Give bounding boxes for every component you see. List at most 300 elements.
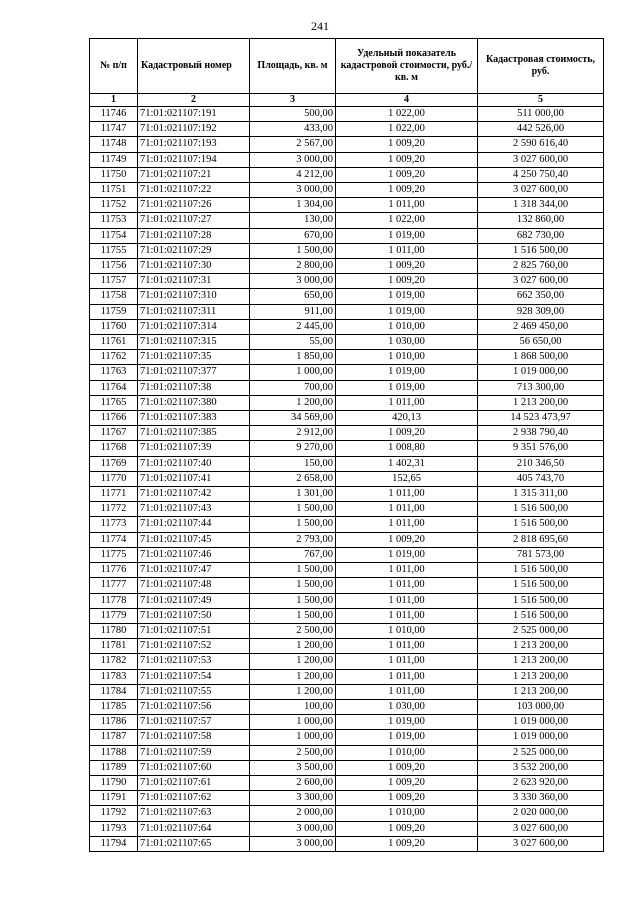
table-row	[90, 259, 604, 274]
cadastral-number-cell: 71:01:021107:54	[138, 669, 250, 684]
row-number-cell: 11750	[90, 167, 138, 182]
unit-value-cell: 1 009,20	[336, 152, 478, 167]
row-number-cell: 11768	[90, 441, 138, 456]
cadastral-number-cell: 71:01:021107:57	[138, 715, 250, 730]
row-number-cell: 11761	[90, 335, 138, 350]
unit-value-cell: 1 011,00	[336, 684, 478, 699]
area-cell: 3 000,00	[250, 821, 336, 836]
area-cell: 3 500,00	[250, 760, 336, 775]
table-row	[90, 274, 604, 289]
area-cell: 4 212,00	[250, 167, 336, 182]
unit-value-cell: 1 009,20	[336, 274, 478, 289]
table-row	[90, 730, 604, 745]
row-number-cell: 11758	[90, 289, 138, 304]
cadastral-value-cell: 1 516 500,00	[478, 502, 604, 517]
header-row-number: № п/п	[90, 39, 138, 94]
cadastral-number-cell: 71:01:021107:64	[138, 821, 250, 836]
cadastral-value-cell: 14 523 473,97	[478, 411, 604, 426]
row-number-cell: 11791	[90, 791, 138, 806]
column-number: 4	[336, 94, 478, 107]
table-row	[90, 137, 604, 152]
table-row	[90, 699, 604, 714]
area-cell: 1 200,00	[250, 639, 336, 654]
row-number-cell: 11747	[90, 122, 138, 137]
cadastral-value-cell: 713 300,00	[478, 380, 604, 395]
area-cell: 3 000,00	[250, 274, 336, 289]
area-cell: 1 500,00	[250, 608, 336, 623]
table-row	[90, 791, 604, 806]
cadastral-value-cell: 1 516 500,00	[478, 608, 604, 623]
unit-value-cell: 1 009,20	[336, 426, 478, 441]
area-cell: 3 000,00	[250, 183, 336, 198]
cadastral-value-cell: 3 027 600,00	[478, 183, 604, 198]
area-cell: 1 500,00	[250, 578, 336, 593]
cadastral-value-cell: 2 818 695,60	[478, 532, 604, 547]
unit-value-cell: 1 009,20	[336, 760, 478, 775]
table-row	[90, 426, 604, 441]
unit-value-cell: 1 011,00	[336, 198, 478, 213]
table-row	[90, 213, 604, 228]
row-number-cell: 11788	[90, 745, 138, 760]
table-row	[90, 806, 604, 821]
area-cell: 55,00	[250, 335, 336, 350]
cadastral-value-cell: 3 330 360,00	[478, 791, 604, 806]
header-area: Площадь, кв. м	[250, 39, 336, 94]
cadastral-value-cell: 210 346,50	[478, 456, 604, 471]
cadastral-number-cell: 71:01:021107:310	[138, 289, 250, 304]
unit-value-cell: 1 010,00	[336, 806, 478, 821]
cadastral-value-cell: 928 309,00	[478, 304, 604, 319]
cadastral-number-cell: 71:01:021107:56	[138, 699, 250, 714]
area-cell: 100,00	[250, 699, 336, 714]
cadastral-value-cell: 442 526,00	[478, 122, 604, 137]
table-row	[90, 319, 604, 334]
area-cell: 2 800,00	[250, 259, 336, 274]
area-cell: 911,00	[250, 304, 336, 319]
cadastral-number-cell: 71:01:021107:35	[138, 350, 250, 365]
unit-value-cell: 1 010,00	[336, 745, 478, 760]
area-cell: 2 793,00	[250, 532, 336, 547]
cadastral-number-cell: 71:01:021107:45	[138, 532, 250, 547]
cadastral-value-cell: 1 213 200,00	[478, 654, 604, 669]
column-number: 1	[90, 94, 138, 107]
unit-value-cell: 1 019,00	[336, 380, 478, 395]
cadastral-value-cell: 3 027 600,00	[478, 836, 604, 851]
area-cell: 34 569,00	[250, 411, 336, 426]
row-number-cell: 11760	[90, 319, 138, 334]
unit-value-cell: 1 011,00	[336, 395, 478, 410]
cadastral-value-cell: 2 525 000,00	[478, 745, 604, 760]
unit-value-cell: 1 402,31	[336, 456, 478, 471]
table-row	[90, 152, 604, 167]
area-cell: 3 000,00	[250, 152, 336, 167]
unit-value-cell: 1 010,00	[336, 350, 478, 365]
unit-value-cell: 1 009,20	[336, 791, 478, 806]
column-number: 2	[138, 94, 250, 107]
cadastral-value-cell: 1 516 500,00	[478, 243, 604, 258]
row-number-cell: 11771	[90, 487, 138, 502]
table-row	[90, 517, 604, 532]
table-row	[90, 198, 604, 213]
cadastral-value-cell: 1 516 500,00	[478, 517, 604, 532]
unit-value-cell: 152,65	[336, 471, 478, 486]
row-number-cell: 11785	[90, 699, 138, 714]
cadastral-value-cell: 682 730,00	[478, 228, 604, 243]
table-row	[90, 228, 604, 243]
table-row	[90, 608, 604, 623]
area-cell: 1 000,00	[250, 365, 336, 380]
row-number-cell: 11776	[90, 563, 138, 578]
header-cadastral-value: Кадастровая стоимость, руб.	[478, 39, 604, 94]
cadastral-value-cell: 1 213 200,00	[478, 669, 604, 684]
cadastral-number-cell: 71:01:021107:58	[138, 730, 250, 745]
cadastral-number-cell: 71:01:021107:51	[138, 623, 250, 638]
table-row	[90, 167, 604, 182]
unit-value-cell: 1 011,00	[336, 639, 478, 654]
unit-value-cell: 1 011,00	[336, 608, 478, 623]
area-cell: 500,00	[250, 107, 336, 122]
unit-value-cell: 420,13	[336, 411, 478, 426]
area-cell: 2 500,00	[250, 623, 336, 638]
cadastral-value-cell: 1 315 311,00	[478, 487, 604, 502]
unit-value-cell: 1 022,00	[336, 122, 478, 137]
row-number-cell: 11757	[90, 274, 138, 289]
cadastral-number-cell: 71:01:021107:47	[138, 563, 250, 578]
table-row	[90, 289, 604, 304]
area-cell: 1 500,00	[250, 593, 336, 608]
cadastral-value-cell: 3 027 600,00	[478, 274, 604, 289]
area-cell: 2 567,00	[250, 137, 336, 152]
row-number-cell: 11780	[90, 623, 138, 638]
header-unit-value: Удельный показатель кадастровой стоимости, руб./кв. м	[336, 39, 478, 94]
cadastral-value-cell: 4 250 750,40	[478, 167, 604, 182]
cadastral-value-cell: 1 516 500,00	[478, 578, 604, 593]
unit-value-cell: 1 011,00	[336, 654, 478, 669]
unit-value-cell: 1 019,00	[336, 547, 478, 562]
table-row	[90, 411, 604, 426]
unit-value-cell: 1 030,00	[336, 335, 478, 350]
area-cell: 2 445,00	[250, 319, 336, 334]
table-row	[90, 578, 604, 593]
cadastral-value-cell: 1 019 000,00	[478, 730, 604, 745]
page-number: 241	[311, 19, 329, 33]
table-row	[90, 183, 604, 198]
unit-value-cell: 1 022,00	[336, 213, 478, 228]
table-row	[90, 122, 604, 137]
unit-value-cell: 1 011,00	[336, 669, 478, 684]
cadastral-value-cell: 781 573,00	[478, 547, 604, 562]
cadastral-value-cell: 1 213 200,00	[478, 639, 604, 654]
table-row	[90, 563, 604, 578]
column-number-row	[90, 94, 604, 107]
cadastral-number-cell: 71:01:021107:65	[138, 836, 250, 851]
row-number-cell: 11763	[90, 365, 138, 380]
table-row	[90, 836, 604, 851]
row-number-cell: 11759	[90, 304, 138, 319]
cadastral-number-cell: 71:01:021107:39	[138, 441, 250, 456]
column-number: 5	[478, 94, 604, 107]
row-number-cell: 11774	[90, 532, 138, 547]
area-cell: 670,00	[250, 228, 336, 243]
table-row	[90, 441, 604, 456]
table-row	[90, 456, 604, 471]
unit-value-cell: 1 009,20	[336, 775, 478, 790]
area-cell: 1 200,00	[250, 669, 336, 684]
cadastral-number-cell: 71:01:021107:29	[138, 243, 250, 258]
cadastral-number-cell: 71:01:021107:38	[138, 380, 250, 395]
row-number-cell: 11775	[90, 547, 138, 562]
row-number-cell: 11749	[90, 152, 138, 167]
area-cell: 130,00	[250, 213, 336, 228]
unit-value-cell: 1 019,00	[336, 715, 478, 730]
unit-value-cell: 1 011,00	[336, 578, 478, 593]
row-number-cell: 11746	[90, 107, 138, 122]
cadastral-number-cell: 71:01:021107:48	[138, 578, 250, 593]
area-cell: 1 304,00	[250, 198, 336, 213]
cadastral-value-cell: 511 000,00	[478, 107, 604, 122]
cadastral-number-cell: 71:01:021107:40	[138, 456, 250, 471]
area-cell: 3 000,00	[250, 836, 336, 851]
row-number-cell: 11783	[90, 669, 138, 684]
area-cell: 2 658,00	[250, 471, 336, 486]
area-cell: 1 500,00	[250, 243, 336, 258]
area-cell: 2 500,00	[250, 745, 336, 760]
cadastral-number-cell: 71:01:021107:385	[138, 426, 250, 441]
area-cell: 2 912,00	[250, 426, 336, 441]
cadastral-value-cell: 56 650,00	[478, 335, 604, 350]
cadastral-number-cell: 71:01:021107:52	[138, 639, 250, 654]
cadastral-value-cell: 3 532 200,00	[478, 760, 604, 775]
unit-value-cell: 1 010,00	[336, 319, 478, 334]
cadastral-value-cell: 2 825 760,00	[478, 259, 604, 274]
cadastral-value-cell: 132 860,00	[478, 213, 604, 228]
area-cell: 433,00	[250, 122, 336, 137]
cadastral-number-cell: 71:01:021107:380	[138, 395, 250, 410]
header-row	[90, 39, 604, 94]
table-row	[90, 532, 604, 547]
unit-value-cell: 1 009,20	[336, 259, 478, 274]
cadastral-value-cell: 1 868 500,00	[478, 350, 604, 365]
table-body	[90, 107, 604, 852]
unit-value-cell: 1 011,00	[336, 593, 478, 608]
cadastral-value-cell: 1 516 500,00	[478, 593, 604, 608]
cadastral-value-cell: 2 938 790,40	[478, 426, 604, 441]
row-number-cell: 11770	[90, 471, 138, 486]
area-cell: 1 500,00	[250, 563, 336, 578]
cadastral-number-cell: 71:01:021107:26	[138, 198, 250, 213]
row-number-cell: 11778	[90, 593, 138, 608]
cadastral-number-cell: 71:01:021107:44	[138, 517, 250, 532]
unit-value-cell: 1 019,00	[336, 365, 478, 380]
table-row	[90, 593, 604, 608]
area-cell: 1 500,00	[250, 517, 336, 532]
table-row	[90, 380, 604, 395]
row-number-cell: 11767	[90, 426, 138, 441]
row-number-cell: 11754	[90, 228, 138, 243]
row-number-cell: 11765	[90, 395, 138, 410]
row-number-cell: 11766	[90, 411, 138, 426]
table-row	[90, 745, 604, 760]
area-cell: 2 000,00	[250, 806, 336, 821]
row-number-cell: 11782	[90, 654, 138, 669]
cadastral-number-cell: 71:01:021107:49	[138, 593, 250, 608]
cadastral-number-cell: 71:01:021107:53	[138, 654, 250, 669]
cadastral-number-cell: 71:01:021107:59	[138, 745, 250, 760]
table-row	[90, 243, 604, 258]
table-row	[90, 304, 604, 319]
cadastral-value-table	[89, 38, 604, 852]
row-number-cell: 11789	[90, 760, 138, 775]
cadastral-number-cell: 71:01:021107:314	[138, 319, 250, 334]
cadastral-number-cell: 71:01:021107:62	[138, 791, 250, 806]
table-row	[90, 487, 604, 502]
cadastral-number-cell: 71:01:021107:383	[138, 411, 250, 426]
table-row	[90, 684, 604, 699]
row-number-cell: 11748	[90, 137, 138, 152]
unit-value-cell: 1 011,00	[336, 502, 478, 517]
cadastral-value-cell: 405 743,70	[478, 471, 604, 486]
row-number-cell: 11784	[90, 684, 138, 699]
cadastral-value-cell: 1 318 344,00	[478, 198, 604, 213]
row-number-cell: 11790	[90, 775, 138, 790]
area-cell: 150,00	[250, 456, 336, 471]
cadastral-value-cell: 1 019 000,00	[478, 365, 604, 380]
unit-value-cell: 1 009,20	[336, 183, 478, 198]
cadastral-number-cell: 71:01:021107:60	[138, 760, 250, 775]
row-number-cell: 11751	[90, 183, 138, 198]
table-row	[90, 350, 604, 365]
unit-value-cell: 1 022,00	[336, 107, 478, 122]
header-cadastral-number: Кадастровый номер	[138, 39, 250, 94]
cadastral-number-cell: 71:01:021107:22	[138, 183, 250, 198]
row-number-cell: 11772	[90, 502, 138, 517]
area-cell: 1 850,00	[250, 350, 336, 365]
cadastral-value-cell: 9 351 576,00	[478, 441, 604, 456]
table-row	[90, 639, 604, 654]
cadastral-number-cell: 71:01:021107:55	[138, 684, 250, 699]
row-number-cell: 11793	[90, 821, 138, 836]
area-cell: 3 300,00	[250, 791, 336, 806]
cadastral-value-cell: 2 590 616,40	[478, 137, 604, 152]
row-number-cell: 11756	[90, 259, 138, 274]
row-number-cell: 11786	[90, 715, 138, 730]
unit-value-cell: 1 009,20	[336, 167, 478, 182]
row-number-cell: 11762	[90, 350, 138, 365]
cadastral-value-cell: 103 000,00	[478, 699, 604, 714]
row-number-cell: 11753	[90, 213, 138, 228]
row-number-cell: 11764	[90, 380, 138, 395]
cadastral-value-cell: 662 350,00	[478, 289, 604, 304]
cadastral-number-cell: 71:01:021107:21	[138, 167, 250, 182]
unit-value-cell: 1 010,00	[336, 623, 478, 638]
table-row	[90, 335, 604, 350]
unit-value-cell: 1 009,20	[336, 836, 478, 851]
area-cell: 1 000,00	[250, 715, 336, 730]
table-row	[90, 623, 604, 638]
area-cell: 650,00	[250, 289, 336, 304]
unit-value-cell: 1 009,20	[336, 137, 478, 152]
row-number-cell: 11787	[90, 730, 138, 745]
table-row	[90, 715, 604, 730]
unit-value-cell: 1 019,00	[336, 304, 478, 319]
cadastral-value-cell: 2 469 450,00	[478, 319, 604, 334]
cadastral-number-cell: 71:01:021107:192	[138, 122, 250, 137]
cadastral-value-cell: 2 623 920,00	[478, 775, 604, 790]
area-cell: 767,00	[250, 547, 336, 562]
area-cell: 1 301,00	[250, 487, 336, 502]
area-cell: 700,00	[250, 380, 336, 395]
cadastral-number-cell: 71:01:021107:311	[138, 304, 250, 319]
area-cell: 1 200,00	[250, 395, 336, 410]
unit-value-cell: 1 011,00	[336, 243, 478, 258]
area-cell: 1 500,00	[250, 502, 336, 517]
table-row	[90, 775, 604, 790]
unit-value-cell: 1 011,00	[336, 487, 478, 502]
cadastral-number-cell: 71:01:021107:46	[138, 547, 250, 562]
table-row	[90, 502, 604, 517]
table-row	[90, 471, 604, 486]
unit-value-cell: 1 009,20	[336, 821, 478, 836]
cadastral-value-cell: 2 020 000,00	[478, 806, 604, 821]
cadastral-number-cell: 71:01:021107:42	[138, 487, 250, 502]
row-number-cell: 11777	[90, 578, 138, 593]
table-row	[90, 547, 604, 562]
unit-value-cell: 1 019,00	[336, 228, 478, 243]
cadastral-number-cell: 71:01:021107:41	[138, 471, 250, 486]
cadastral-number-cell: 71:01:021107:194	[138, 152, 250, 167]
cadastral-value-cell: 1 213 200,00	[478, 395, 604, 410]
cadastral-number-cell: 71:01:021107:31	[138, 274, 250, 289]
cadastral-number-cell: 71:01:021107:191	[138, 107, 250, 122]
cadastral-number-cell: 71:01:021107:28	[138, 228, 250, 243]
cadastral-value-cell: 1 516 500,00	[478, 563, 604, 578]
table-row	[90, 760, 604, 775]
cadastral-number-cell: 71:01:021107:30	[138, 259, 250, 274]
cadastral-number-cell: 71:01:021107:315	[138, 335, 250, 350]
table-row	[90, 821, 604, 836]
row-number-cell: 11779	[90, 608, 138, 623]
cadastral-number-cell: 71:01:021107:63	[138, 806, 250, 821]
area-cell: 1 000,00	[250, 730, 336, 745]
cadastral-number-cell: 71:01:021107:27	[138, 213, 250, 228]
row-number-cell: 11769	[90, 456, 138, 471]
area-cell: 2 600,00	[250, 775, 336, 790]
unit-value-cell: 1 009,20	[336, 532, 478, 547]
row-number-cell: 11794	[90, 836, 138, 851]
cadastral-number-cell: 71:01:021107:43	[138, 502, 250, 517]
cadastral-value-cell: 3 027 600,00	[478, 152, 604, 167]
row-number-cell: 11773	[90, 517, 138, 532]
unit-value-cell: 1 011,00	[336, 517, 478, 532]
table-row	[90, 654, 604, 669]
table-row	[90, 395, 604, 410]
cadastral-number-cell: 71:01:021107:193	[138, 137, 250, 152]
row-number-cell: 11752	[90, 198, 138, 213]
unit-value-cell: 1 019,00	[336, 730, 478, 745]
cadastral-value-cell: 1 019 000,00	[478, 715, 604, 730]
cadastral-number-cell: 71:01:021107:377	[138, 365, 250, 380]
unit-value-cell: 1 008,80	[336, 441, 478, 456]
unit-value-cell: 1 019,00	[336, 289, 478, 304]
cadastral-value-cell: 1 213 200,00	[478, 684, 604, 699]
row-number-cell: 11792	[90, 806, 138, 821]
row-number-cell: 11781	[90, 639, 138, 654]
table-row	[90, 669, 604, 684]
area-cell: 9 270,00	[250, 441, 336, 456]
area-cell: 1 200,00	[250, 684, 336, 699]
column-number: 3	[250, 94, 336, 107]
area-cell: 1 200,00	[250, 654, 336, 669]
